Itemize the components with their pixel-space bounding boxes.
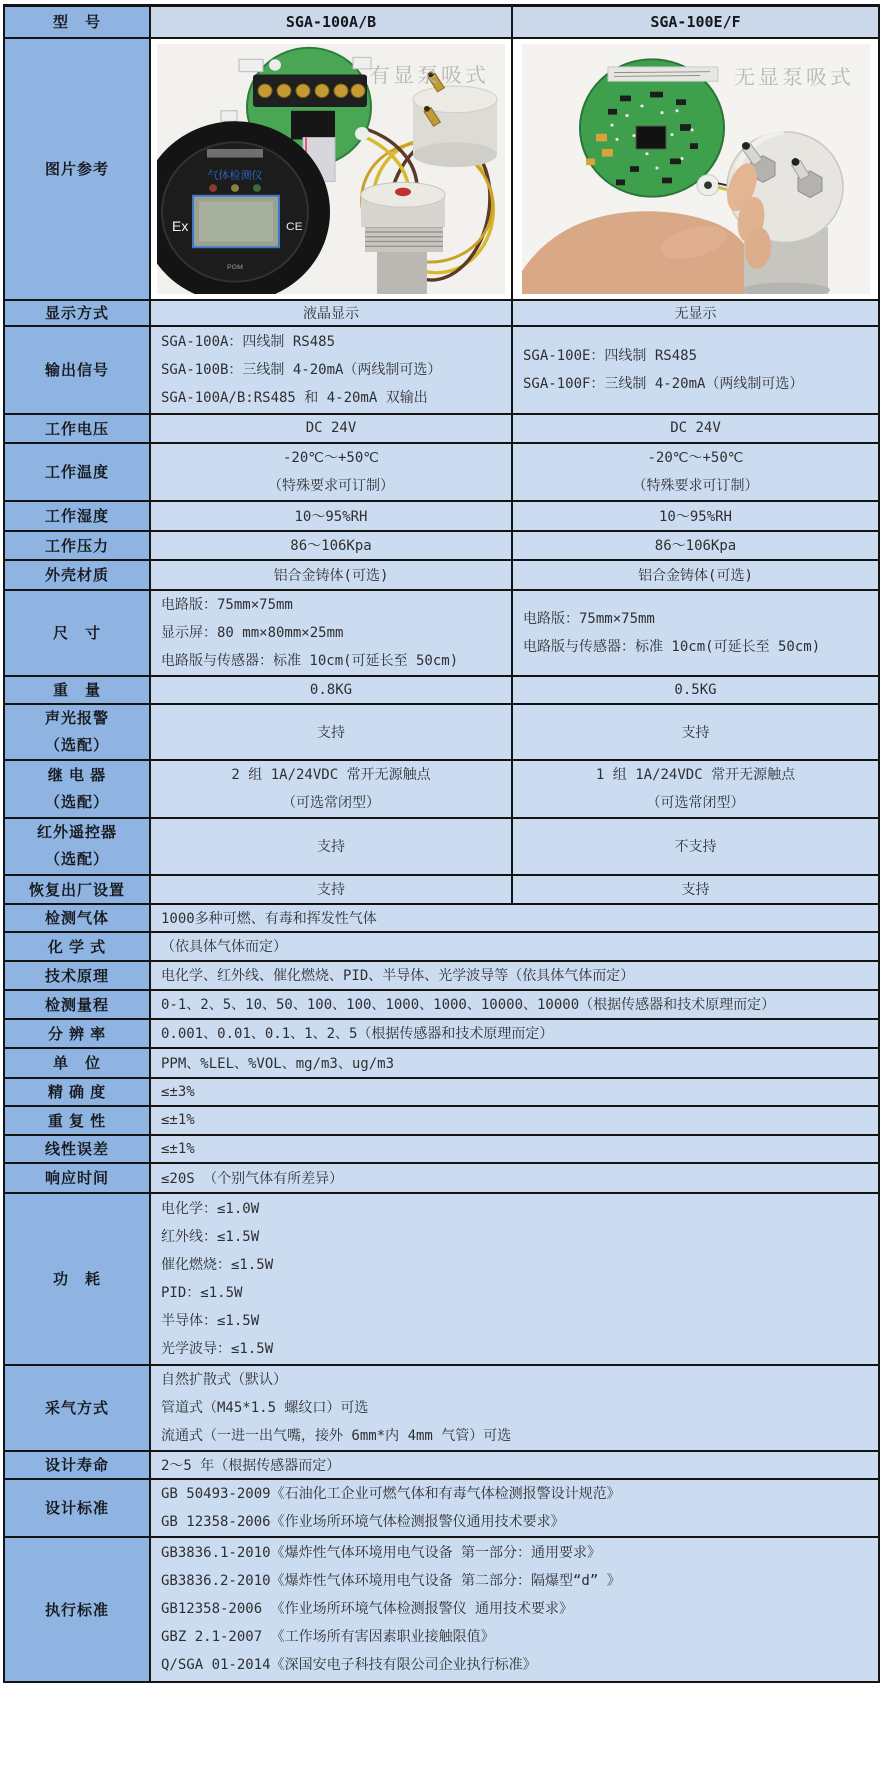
row-output-signal (4, 326, 879, 414)
row-exec-standard (4, 1537, 879, 1682)
exec-standard-line: GB3836.1-2010《爆炸性气体环境用电气设备 第一部分：通用要求》 (161, 1545, 602, 1561)
power-consumption-value (150, 1193, 879, 1365)
row-range (4, 990, 879, 1019)
weight-label: 重 量 (4, 676, 150, 704)
row-display-mode (4, 300, 879, 326)
row-relay (4, 760, 879, 818)
dimensions-ab (150, 590, 512, 676)
housing-ab: 铝合金铸体(可选) (150, 560, 512, 590)
device-title-text: 气体检测仪 (207, 169, 263, 181)
relay-label-line: （选配） (44, 793, 109, 811)
voltage-ef: DC 24V (512, 414, 879, 443)
dimensions-ef-line: 电路版与传感器：标准 10cm(可延长至 50cm) (523, 638, 821, 655)
remote-ef: 不支持 (512, 818, 879, 875)
units-label: 单 位 (4, 1048, 150, 1078)
relay-label-line: 继 电 器 (47, 766, 107, 784)
row-weight (4, 676, 879, 704)
power-line: 电化学：≤1.0W (161, 1200, 260, 1217)
accuracy-value: ≤±3% (150, 1078, 879, 1106)
voltage-ab: DC 24V (150, 414, 512, 443)
exec-standard-value (150, 1537, 879, 1682)
row-housing (4, 560, 879, 590)
row-pressure (4, 531, 879, 560)
row-voltage (4, 414, 879, 443)
row-accuracy (4, 1078, 879, 1106)
display-mode-ab: 液晶显示 (150, 300, 512, 326)
exec-standard-label: 执行标准 (4, 1537, 150, 1682)
formula-value: （依具体气体而定） (150, 932, 879, 961)
response-time-label: 响应时间 (4, 1163, 150, 1193)
sampling-line: 流通式（一进一出气嘴，接外 6mm*内 4mm 气管）可选 (161, 1427, 512, 1444)
row-humidity (4, 501, 879, 531)
alarm-label-line: 声光报警 (44, 709, 109, 727)
sampling-method-label: 采气方式 (4, 1365, 150, 1451)
accuracy-label: 精 确 度 (4, 1078, 150, 1106)
row-formula (4, 932, 879, 961)
remote-ab: 支持 (150, 818, 512, 875)
humidity-ef: 10～95%RH (512, 501, 879, 531)
sampling-method-value (150, 1365, 879, 1451)
row-response-time (4, 1163, 879, 1193)
product-photo-ab-illustration (157, 44, 505, 294)
formula-label: 化 学 式 (4, 932, 150, 961)
factory-reset-ef: 支持 (512, 875, 879, 904)
dimensions-label: 尺 寸 (4, 590, 150, 676)
principle-label: 技术原理 (4, 961, 150, 990)
alarm-label (4, 704, 150, 760)
temperature-ef-line: -20℃～+50℃ (647, 449, 744, 466)
exec-standard-line: GBZ 2.1-2007 《工作场所有害因素职业接触限值》 (161, 1629, 495, 1645)
alarm-label-line: （选配） (44, 736, 109, 754)
pressure-ab: 86～106Kpa (150, 531, 512, 560)
display-mode-ef: 无显示 (512, 300, 879, 326)
design-standard-line: GB 12358-2006《作业场所环境气体检测报警仪通用技术要求》 (161, 1513, 565, 1530)
output-signal-ef-line: SGA-100F：三线制 4-20mA（两线制可选） (523, 375, 804, 392)
product-photo-ab-cell (150, 38, 512, 300)
voltage-label: 工作电压 (4, 414, 150, 443)
weight-ef: 0.5KG (512, 676, 879, 704)
row-gases (4, 904, 879, 932)
model-header-ef: SGA-100E/F (512, 6, 879, 38)
exec-standard-line: Q/SGA 01-2014《深国安电子科技有限公司企业执行标准》 (161, 1657, 537, 1673)
product-photo-ef-illustration (522, 44, 870, 294)
weight-ab: 0.8KG (150, 676, 512, 704)
row-sampling-method (4, 1365, 879, 1451)
row-temperature (4, 443, 879, 501)
row-linearity (4, 1135, 879, 1163)
resolution-label: 分 辨 率 (4, 1019, 150, 1048)
model-header-label: 型 号 (4, 6, 150, 38)
power-line: 半导体：≤1.5W (161, 1312, 260, 1329)
temperature-label: 工作温度 (4, 443, 150, 501)
power-line: 催化燃烧：≤1.5W (161, 1256, 274, 1273)
row-model-header (4, 6, 879, 38)
resolution-value: 0.001、0.01、0.1、1、2、5（根据传感器和技术原理而定） (150, 1019, 879, 1048)
relay-ab (150, 760, 512, 818)
sampling-line: 管道式（M45*1.5 螺纹口）可选 (161, 1399, 369, 1416)
housing-label: 外壳材质 (4, 560, 150, 590)
row-principle (4, 961, 879, 990)
pcb-illustration (580, 59, 724, 196)
row-image-reference (4, 38, 879, 300)
row-factory-reset (4, 875, 879, 904)
row-power-consumption (4, 1193, 879, 1365)
relay-ef-line: （可选常闭型） (646, 794, 745, 811)
row-resolution (4, 1019, 879, 1048)
image-reference-label: 图片参考 (4, 38, 150, 300)
alarm-ef: 支持 (512, 704, 879, 760)
output-signal-ab-line: SGA-100A：四线制 RS485 (161, 333, 336, 350)
factory-reset-ab: 支持 (150, 875, 512, 904)
relay-ef (512, 760, 879, 818)
exec-standard-line: GB12358-2006 《作业场所环境气体检测报警仪 通用技术要求》 (161, 1601, 574, 1617)
range-value: 0-1、2、5、10、50、100、100、1000、1000、10000、10000（根据传感器和技术原理而定） (150, 990, 879, 1019)
spec-table (3, 4, 880, 1683)
remote-label-line: 红外遥控器 (36, 824, 117, 841)
temperature-ab-line: （特殊要求可订制） (268, 477, 394, 494)
output-signal-ef-line: SGA-100E：四线制 RS485 (523, 347, 698, 364)
output-signal-label: 输出信号 (4, 326, 150, 414)
remote-label-line: （选配） (44, 851, 109, 868)
row-design-standard (4, 1479, 879, 1537)
product-photo-ab (157, 44, 505, 294)
design-standard-value (150, 1479, 879, 1537)
exec-standard-line: GB3836.2-2010《爆炸性气体环境用电气设备 第二部分：隔爆型“d” 》 (161, 1573, 621, 1589)
row-units (4, 1048, 879, 1078)
factory-reset-label: 恢复出厂设置 (4, 875, 150, 904)
alarm-ab: 支持 (150, 704, 512, 760)
watermark-left: 有显泵吸式 (369, 64, 489, 87)
housing-ef: 铝合金铸体(可选) (512, 560, 879, 590)
repeatability-label: 重 复 性 (4, 1106, 150, 1135)
row-remote (4, 818, 879, 875)
dimensions-ab-line: 电路版与传感器：标准 10cm(可延长至 50cm) (161, 652, 459, 669)
temperature-ef-line: （特殊要求可订制） (632, 477, 759, 494)
dimensions-ef (512, 590, 879, 676)
relay-ab-line: （可选常闭型） (282, 794, 380, 811)
range-label: 检测量程 (4, 990, 150, 1019)
design-lifetime-label: 设计寿命 (4, 1451, 150, 1479)
watermark-right: 无显泵吸式 (733, 66, 854, 89)
response-time-value: ≤20S （个别气体有所差异） (150, 1163, 879, 1193)
ce-mark-text: CE (286, 219, 303, 233)
linearity-value: ≤±1% (150, 1135, 879, 1163)
row-repeatability (4, 1106, 879, 1135)
output-signal-ab-line: SGA-100A/B:RS485 和 4-20mA 双输出 (161, 389, 428, 406)
power-line: 光学波导：≤1.5W (161, 1340, 274, 1357)
temperature-ab (150, 443, 512, 501)
pgm-mark-text: PGM (227, 263, 243, 271)
pressure-label: 工作压力 (4, 531, 150, 560)
sampling-line: 自然扩散式（默认） (161, 1371, 287, 1388)
design-standard-label: 设计标准 (4, 1479, 150, 1537)
ex-mark-text: Ex (172, 218, 189, 234)
relay-ef-line: 1 组 1A/24VDC 常开无源触点 (595, 766, 796, 783)
power-line: 红外线：≤1.5W (161, 1228, 260, 1245)
temperature-ef (512, 443, 879, 501)
linearity-label: 线性误差 (4, 1135, 150, 1163)
dimensions-ab-line: 显示屏：80 mm×80mm×25mm (161, 624, 344, 641)
row-design-lifetime (4, 1451, 879, 1479)
design-standard-line: GB 50493-2009《石油化工企业可燃气体和有毒气体检测报警设计规范》 (161, 1485, 621, 1502)
design-lifetime-value: 2～5 年（根据传感器而定） (150, 1451, 879, 1479)
units-value: PPM、%LEL、%VOL、mg/m3、ug/m3 (150, 1048, 879, 1078)
temperature-ab-line: -20℃～+50℃ (282, 449, 380, 466)
relay-label (4, 760, 150, 818)
repeatability-value: ≤±1% (150, 1106, 879, 1135)
gases-value: 1000多种可燃、有毒和挥发性气体 (150, 904, 879, 932)
relay-ab-line: 2 组 1A/24VDC 常开无源触点 (231, 766, 431, 783)
dimensions-ab-line: 电路版：75mm×75mm (161, 596, 293, 613)
principle-value: 电化学、红外线、催化燃烧、PID、半导体、光学波导等（依具体气体而定） (150, 961, 879, 990)
gases-label: 检测气体 (4, 904, 150, 932)
row-alarm (4, 704, 879, 760)
output-signal-ab-line: SGA-100B：三线制 4-20mA（两线制可选） (161, 361, 442, 378)
product-photo-ef-cell (512, 38, 879, 300)
humidity-label: 工作湿度 (4, 501, 150, 531)
model-header-ab: SGA-100A/B (150, 6, 512, 38)
power-consumption-label: 功 耗 (4, 1193, 150, 1365)
remote-label (4, 818, 150, 875)
row-dimensions (4, 590, 879, 676)
pressure-ef: 86～106Kpa (512, 531, 879, 560)
output-signal-ab (150, 326, 512, 414)
product-photo-ef (522, 44, 870, 294)
output-signal-ef (512, 326, 879, 414)
dimensions-ef-line: 电路版：75mm×75mm (523, 610, 655, 627)
humidity-ab: 10～95%RH (150, 501, 512, 531)
power-line: PID：≤1.5W (161, 1284, 243, 1301)
display-mode-label: 显示方式 (4, 300, 150, 326)
